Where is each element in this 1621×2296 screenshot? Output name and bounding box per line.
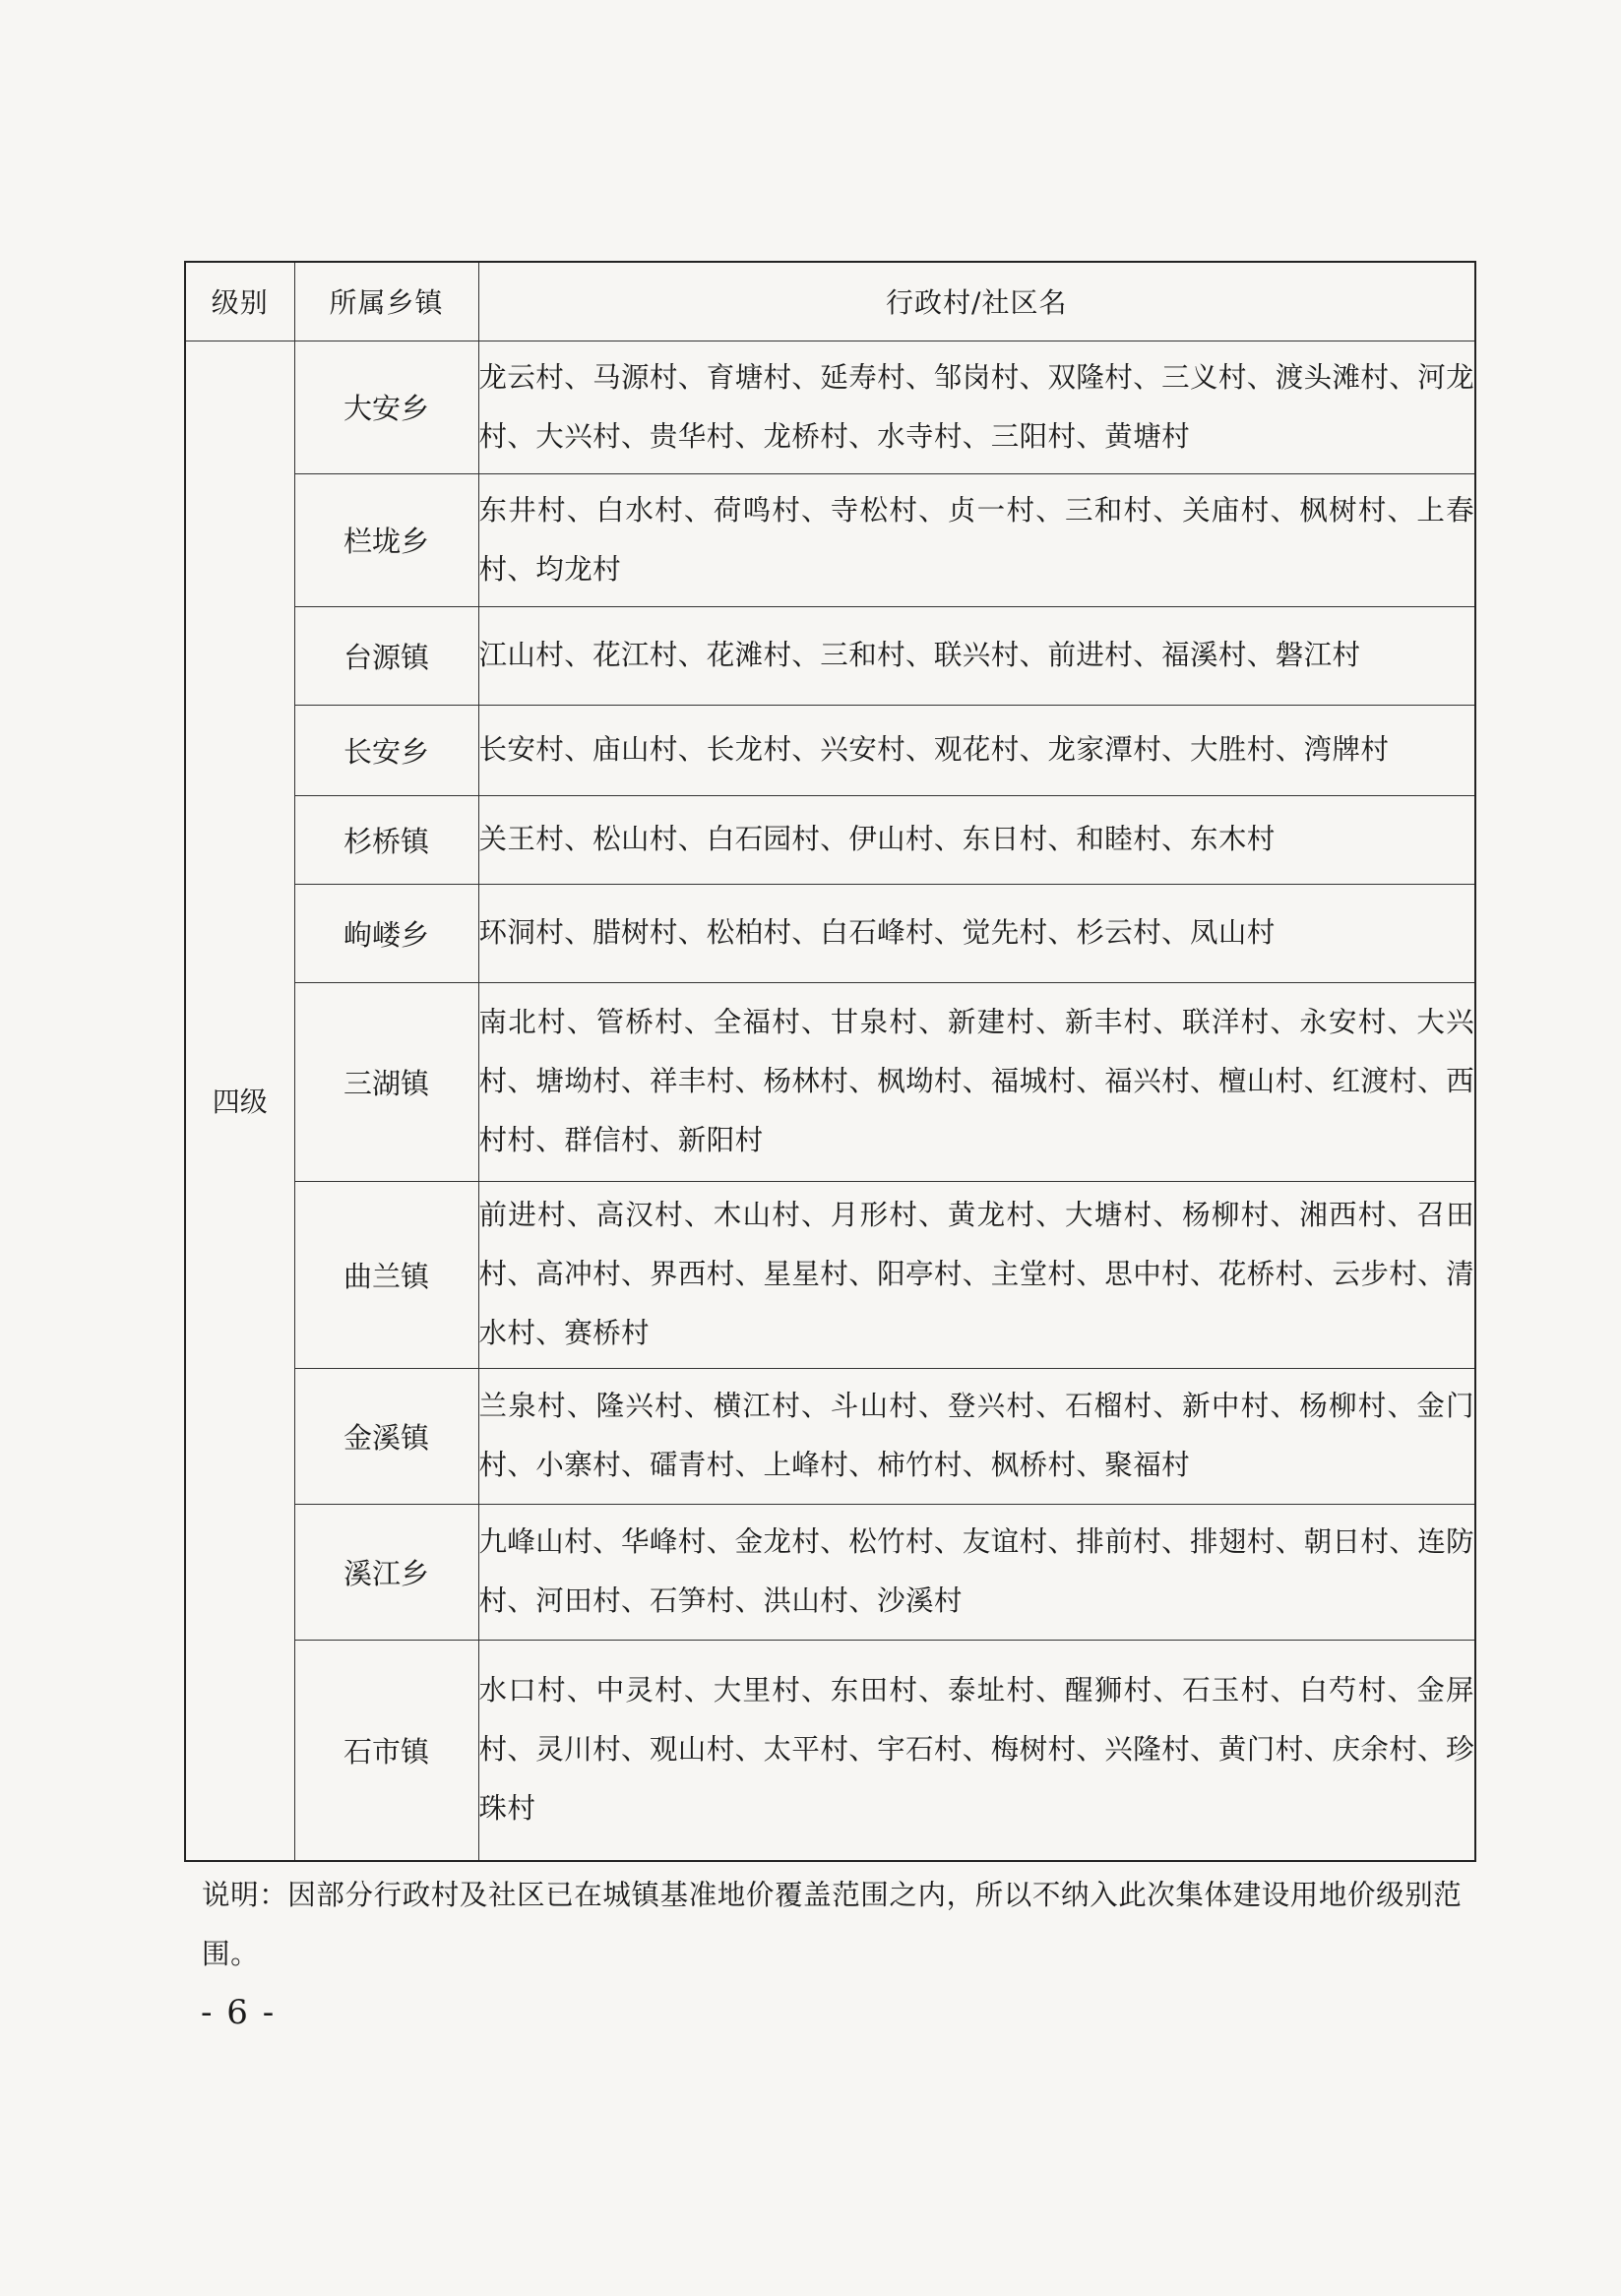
table-row — [185, 982, 1475, 1181]
town-cell: 岣嵝乡 — [294, 884, 478, 982]
table-note: 说明：因部分行政村及社区已在城镇基准地价覆盖范围之内，所以不纳入此次集体建设用地价级别范围。 — [202, 1879, 1463, 1970]
town-cell: 杉桥镇 — [294, 795, 478, 884]
town-cell: 溪江乡 — [294, 1504, 478, 1640]
table-row — [185, 1504, 1475, 1640]
villages-cell: 东井村、白水村、荷鸣村、寺松村、贞一村、三和村、关庙村、枫树村、上春村、均龙村 — [478, 473, 1475, 606]
page-number: - 6 - — [201, 1993, 277, 2032]
town-cell: 大安乡 — [294, 341, 478, 473]
table-row — [185, 473, 1475, 606]
level-cell: 四级 — [185, 341, 294, 1861]
town-cell: 石市镇 — [294, 1640, 478, 1861]
land-level-table — [184, 261, 1476, 1862]
table-row — [185, 1368, 1475, 1504]
villages-cell: 前进村、高汉村、木山村、月形村、黄龙村、大塘村、杨柳村、湘西村、召田村、高冲村、界西村、星星村、阳亭村、主堂村、思中村、花桥村、云步村、清水村、赛桥村 — [478, 1181, 1475, 1368]
header-town: 所属乡镇 — [294, 262, 478, 341]
villages-cell: 龙云村、马源村、育塘村、延寿村、邹岗村、双隆村、三义村、渡头滩村、河龙村、大兴村、贵华村、龙桥村、水寺村、三阳村、黄塘村 — [478, 341, 1475, 473]
villages-cell: 南北村、管桥村、全福村、甘泉村、新建村、新丰村、联洋村、永安村、大兴村、塘坳村、祥丰村、杨林村、枫坳村、福城村、福兴村、檀山村、红渡村、西村村、群信村、新阳村 — [478, 982, 1475, 1181]
table-header-row — [185, 262, 1475, 341]
villages-cell: 水口村、中灵村、大里村、东田村、泰址村、醒狮村、石玉村、白芍村、金屏村、灵川村、观山村、太平村、宇石村、梅树村、兴隆村、黄门村、庆余村、珍珠村 — [478, 1640, 1475, 1861]
villages-cell: 江山村、花江村、花滩村、三和村、联兴村、前进村、福溪村、磐江村 — [478, 606, 1475, 705]
table-row — [185, 884, 1475, 982]
header-level: 级别 — [185, 262, 294, 341]
town-cell: 三湖镇 — [294, 982, 478, 1181]
villages-cell: 长安村、庙山村、长龙村、兴安村、观花村、龙家潭村、大胜村、湾牌村 — [478, 705, 1475, 795]
villages-cell: 关王村、松山村、白石园村、伊山村、东日村、和睦村、东木村 — [478, 795, 1475, 884]
town-cell: 台源镇 — [294, 606, 478, 705]
town-cell: 长安乡 — [294, 705, 478, 795]
villages-cell: 环洞村、腊树村、松柏村、白石峰村、觉先村、杉云村、凤山村 — [478, 884, 1475, 982]
table-row — [185, 795, 1475, 884]
table-row — [185, 341, 1475, 473]
table-row — [185, 1181, 1475, 1368]
table-row — [185, 1640, 1475, 1861]
town-cell: 曲兰镇 — [294, 1181, 478, 1368]
villages-cell: 九峰山村、华峰村、金龙村、松竹村、友谊村、排前村、排翅村、朝日村、连防村、河田村、石笋村、洪山村、沙溪村 — [478, 1504, 1475, 1640]
villages-cell: 兰泉村、隆兴村、横江村、斗山村、登兴村、石榴村、新中村、杨柳村、金门村、小寨村、礌青村、上峰村、柿竹村、枫桥村、聚福村 — [478, 1368, 1475, 1504]
table-row — [185, 606, 1475, 705]
town-cell: 栏垅乡 — [294, 473, 478, 606]
header-villages: 行政村/社区名 — [478, 262, 1475, 341]
town-cell: 金溪镇 — [294, 1368, 478, 1504]
table-row — [185, 705, 1475, 795]
